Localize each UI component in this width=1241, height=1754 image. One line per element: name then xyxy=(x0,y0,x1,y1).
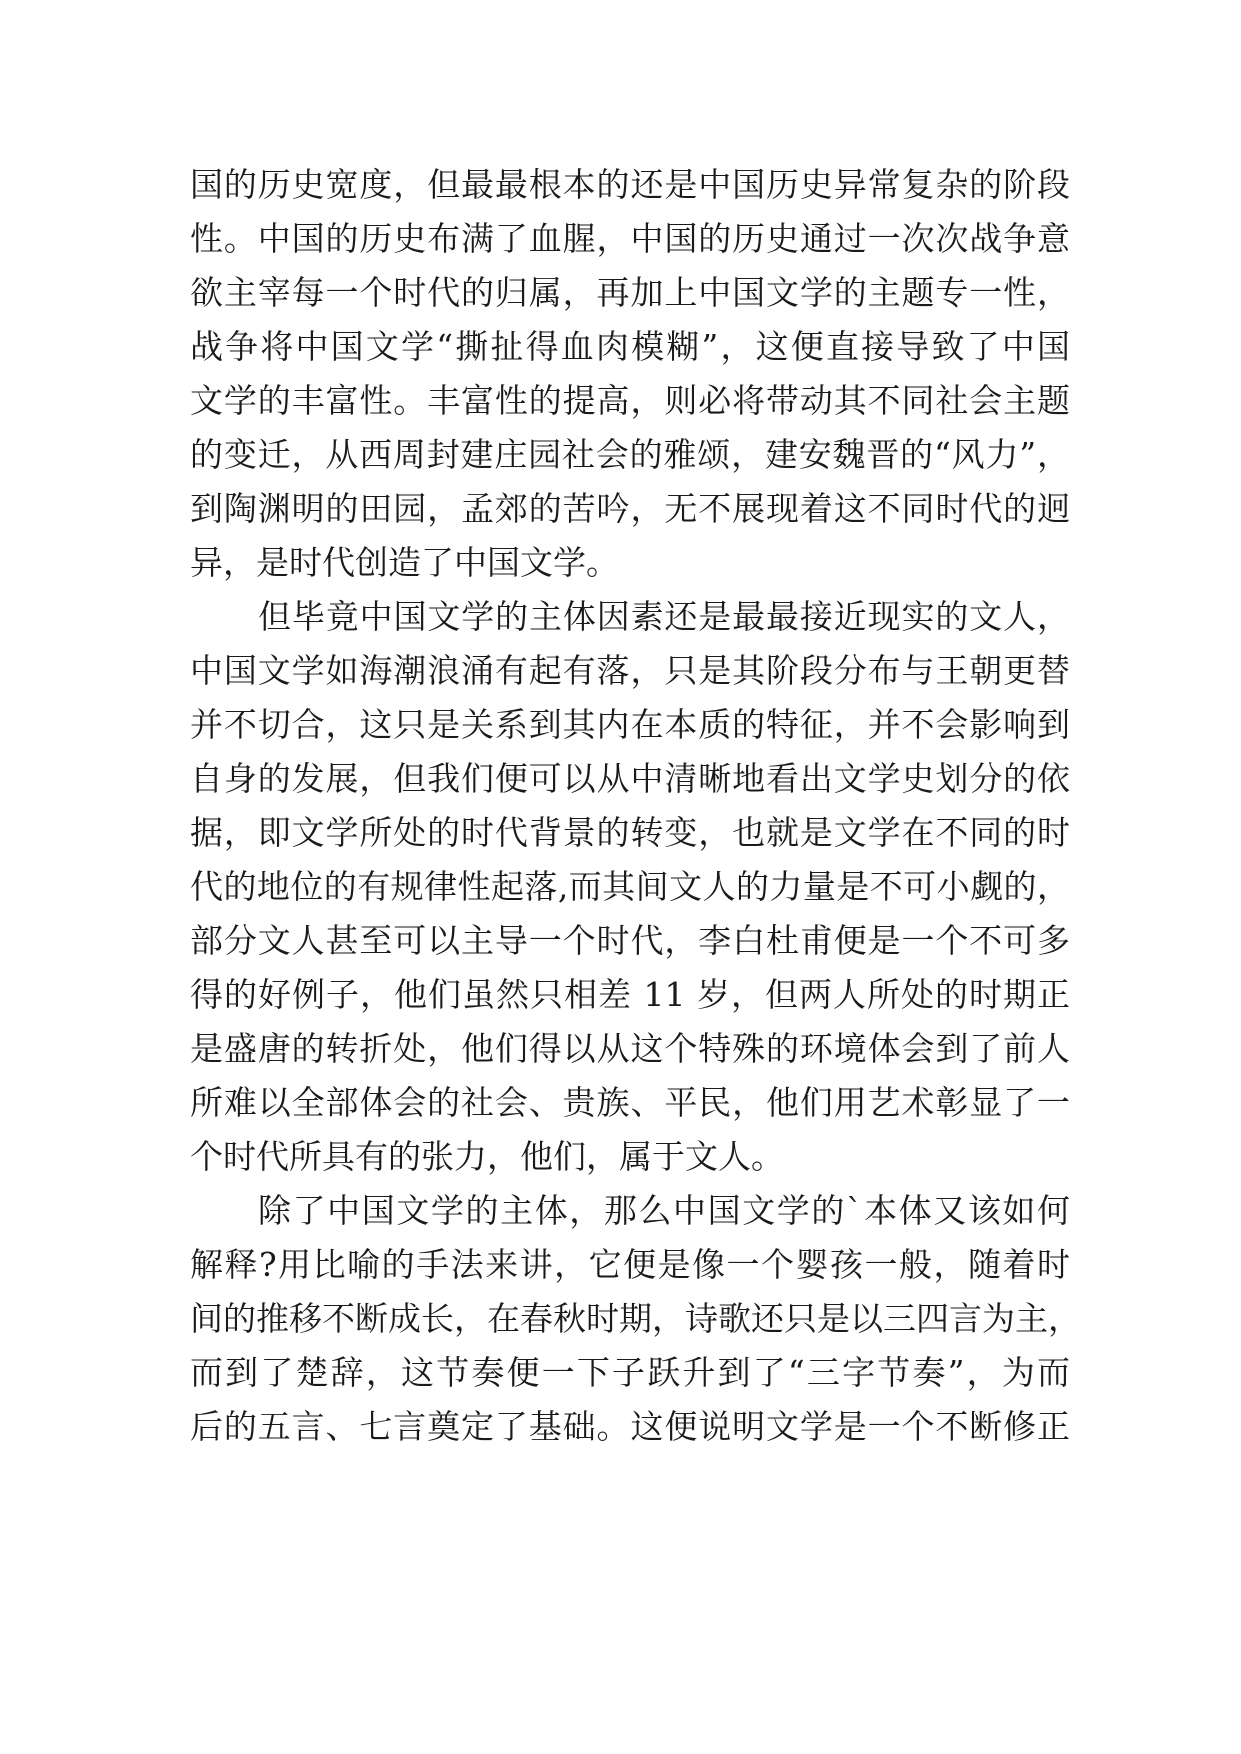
text-line: 代的地位的有规律性起落,而其间文人的力量是不可小觑的， xyxy=(190,867,1070,906)
text-line: 是盛唐的转折处，他们得以从这个特殊的环境体会到了前人 xyxy=(190,1029,1070,1068)
text-line: 据，即文学所处的时代背景的转变，也就是文学在不同的时 xyxy=(190,813,1070,852)
text-line: 的变迁，从西周封建庄园社会的雅颂，建安魏晋的“风力”， xyxy=(190,435,1070,474)
text-line: 个时代所具有的张力，他们，属于文人。 xyxy=(190,1137,784,1176)
body-text xyxy=(190,158,1081,1454)
text-line: 并不切合，这只是关系到其内在本质的特征，并不会影响到 xyxy=(190,705,1070,744)
paragraph-first-line: 但毕竟中国文学的主体因素还是最最接近现实的文人， xyxy=(258,597,1070,636)
text-line: 所难以全部体会的社会、贵族、平民，他们用艺术彰显了一 xyxy=(190,1083,1070,1122)
text-line: 文学的丰富性。丰富性的提高，则必将带动其不同社会主题 xyxy=(190,381,1070,420)
text-line: 国的历史宽度，但最最根本的还是中国历史异常复杂的阶段 xyxy=(190,165,1070,204)
text-line: 间的推移不断成长，在春秋时期，诗歌还只是以三四言为主， xyxy=(190,1299,1081,1338)
paragraph-first-line: 除了中国文学的主体，那么中国文学的`本体又该如何 xyxy=(258,1191,1070,1230)
text-line: 解释?用比喻的手法来讲，它便是像一个婴孩一般，随着时 xyxy=(190,1245,1070,1284)
text-line: 欲主宰每一个时代的归属，再加上中国文学的主题专一性， xyxy=(190,273,1070,312)
text-line: 得的好例子，他们虽然只相差 11 岁，但两人所处的时期正 xyxy=(190,975,1070,1014)
text-line: 而到了楚辞，这节奏便一下子跃升到了“三字节奏”，为而 xyxy=(190,1353,1070,1392)
text-line: 中国文学如海潮浪涌有起有落，只是其阶段分布与王朝更替 xyxy=(190,651,1070,690)
text-line: 性。中国的历史布满了血腥，中国的历史通过一次次战争意 xyxy=(190,219,1070,258)
text-line: 战争将中国文学“撕扯得血肉模糊”，这便直接导致了中国 xyxy=(190,327,1070,366)
text-line: 自身的发展，但我们便可以从中清晰地看出文学史划分的依 xyxy=(190,759,1070,798)
text-line: 后的五言、七言奠定了基础。这便说明文学是一个不断修正 xyxy=(190,1407,1070,1446)
text-line: 到陶渊明的田园，孟郊的苦吟，无不展现着这不同时代的迥 xyxy=(190,489,1070,528)
text-line: 异，是时代创造了中国文学。 xyxy=(190,543,619,582)
text-line: 部分文人甚至可以主导一个时代，李白杜甫便是一个不可多 xyxy=(190,921,1070,960)
